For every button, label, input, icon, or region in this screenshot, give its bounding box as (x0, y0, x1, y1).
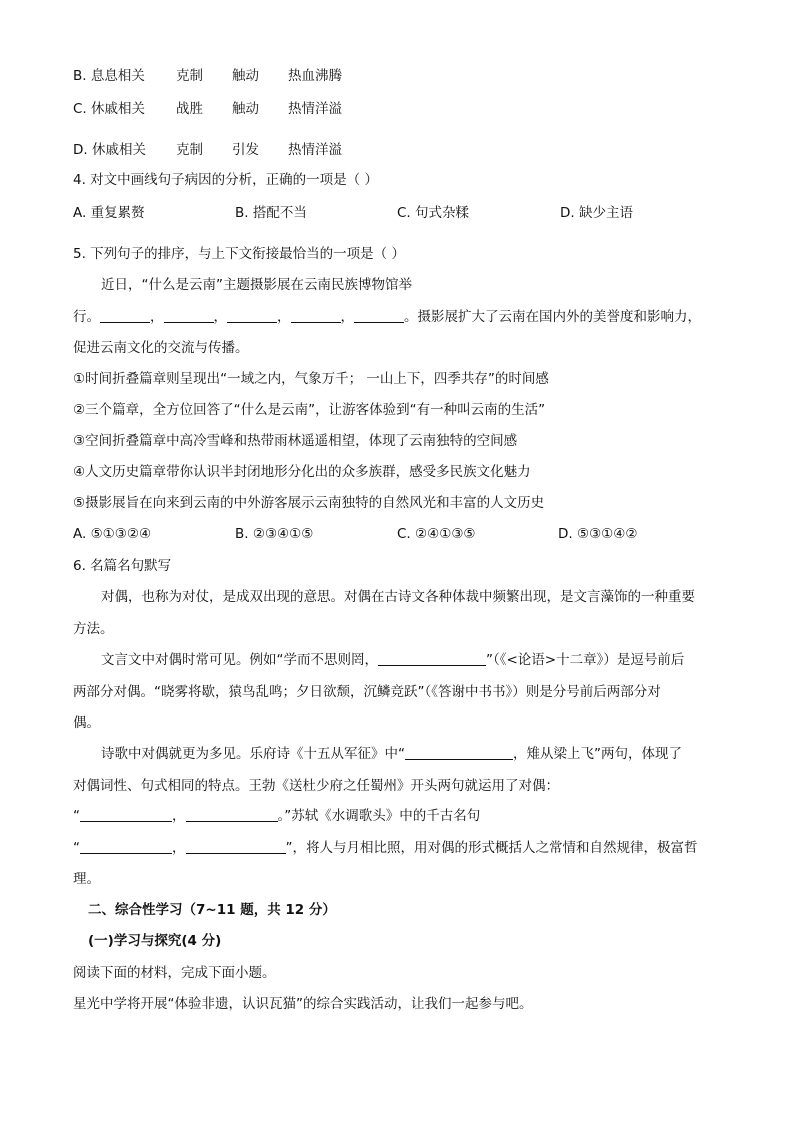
q4-stem: 4. 对文中画线句子病因的分析，正确的一项是（ ） (73, 172, 378, 188)
q5-passage-line3: 促进云南文化的交流与传播。 (73, 340, 249, 356)
q5-option-d: D. ⑤③①④② (558, 526, 638, 542)
q3-option-b-col1: B. 息息相关 (73, 68, 145, 84)
q5-blank-5[interactable] (354, 308, 404, 323)
q5-passage-line1: 近日，“什么是云南”主题摄影展在云南民族博物馆举 (101, 277, 412, 293)
q6-text: 诗歌中对偶就更为多见。乐府诗《十五从军征》中“ (101, 746, 405, 762)
q6-blank-6[interactable] (186, 839, 286, 854)
q6-text: 。”苏轼《水调歌头》中的千古名句 (277, 808, 481, 824)
q5-option-b: B. ②③④①⑤ (235, 526, 314, 542)
q6-text: “ (73, 840, 80, 856)
q3-option-c-col4: 热情洋溢 (288, 101, 342, 117)
q6-title: 6. 名篇名句默写 (73, 558, 172, 574)
q5-stem: 5. 下列句子的排序，与上下文衔接最恰当的一项是（ ） (73, 246, 405, 262)
q5-passage-line2 (73, 307, 701, 327)
q3-option-b-col2: 克制 (176, 68, 203, 84)
q6-p2-line3: 偶。 (73, 715, 100, 731)
section-intro-2: 星光中学将开展“体验非遗，认识瓦猫”的综合实践活动，让我们一起参与吧。 (73, 996, 533, 1012)
q5-separator: ， (213, 309, 227, 325)
q6-p2-line2: 两部分对偶。“晓雾将歇，猿鸟乱鸣；夕日欲颓，沉鳞竞跃”（《答谢中书书》）则是分号前后两部分对 (73, 684, 661, 700)
q3-option-b-col3: 触动 (232, 68, 259, 84)
q5-separator: ， (150, 309, 164, 325)
q6-text: ， (172, 840, 186, 856)
q5-separator: ， (277, 309, 291, 325)
section-intro-1: 阅读下面的材料，完成下面小题。 (73, 965, 276, 981)
q3-option-c-col1: C. 休戚相关 (73, 101, 146, 117)
q3-option-c-col3: 触动 (232, 101, 259, 117)
q6-text: ”（《<论语>十二章》）是逗号前后 (486, 652, 685, 668)
q5-item-3: ③空间折叠篇章中高冷雪峰和热带雨林遥遥相望，体现了云南独特的空间感 (73, 433, 518, 449)
q6-p1-line1: 对偶，也称为对仗，是成双出现的意思。对偶在古诗文各种体裁中频繁出现，是文言藻饰的一种重要 (101, 589, 695, 605)
q3-option-d-col1: D. 休戚相关 (73, 142, 146, 158)
q6-p3-line1 (101, 744, 682, 764)
q6-p3-line4 (73, 838, 698, 858)
q5-passage-text: 行。 (73, 309, 100, 325)
q6-blank-2[interactable] (405, 745, 513, 760)
q6-p3-line2: 对偶词性、句式相同的特点。王勃《送杜少府之任蜀州》开头两句就运用了对偶： (73, 778, 559, 794)
q3-option-b-col4: 热血沸腾 (288, 68, 342, 84)
q5-passage-text: 。摄影展扩大了云南在国内外的美誉度和影响力， (404, 309, 701, 325)
q3-option-d-col4: 热情洋溢 (288, 142, 342, 158)
q5-item-2: ②三个篇章，全方位回答了“什么是云南”，让游客体验到“有一种叫云南的生活” (73, 402, 546, 418)
q5-option-c: C. ②④①③⑤ (397, 526, 476, 542)
q6-p3-line3 (73, 806, 480, 826)
q5-item-1: ①时间折叠篇章则呈现出“一域之内，气象万千； 一山上下，四季共存”的时间感 (73, 371, 549, 387)
q5-blank-2[interactable] (164, 308, 214, 323)
q4-option-d: D. 缺少主语 (560, 205, 633, 221)
q5-blank-1[interactable] (100, 308, 150, 323)
q6-p3-line5: 理。 (73, 871, 100, 887)
q4-option-b: B. 搭配不当 (235, 205, 307, 221)
section-heading: 二、综合性学习（7~11 题，共 12 分） (88, 902, 336, 918)
q3-option-c-col2: 战胜 (176, 101, 203, 117)
q6-text: 文言文中对偶时常可见。例如“学而不思则罔， (101, 652, 378, 668)
q5-option-a: A. ⑤①③②④ (73, 526, 152, 542)
q5-item-4: ④人文历史篇章带你认识半封闭地形分化出的众多族群，感受多民族文化魅力 (73, 464, 531, 480)
q6-blank-5[interactable] (80, 839, 172, 854)
q5-blank-4[interactable] (291, 308, 341, 323)
q6-text: “ (73, 808, 80, 824)
q5-separator: ， (340, 309, 354, 325)
q6-text: ”，将人与月相比照，用对偶的形式概括人之常情和自然规律，极富哲 (285, 840, 698, 856)
q6-blank-3[interactable] (80, 807, 172, 822)
q5-item-5: ⑤摄影展旨在向来到云南的中外游客展示云南独特的自然风光和丰富的人文历史 (73, 495, 545, 511)
q6-blank-4[interactable] (186, 807, 278, 822)
q6-p2-line1 (101, 650, 684, 670)
q5-blank-3[interactable] (227, 308, 277, 323)
subsection-heading: (一)学习与探究(4 分) (88, 933, 222, 949)
q3-option-d-col3: 引发 (232, 142, 259, 158)
q3-option-d-col2: 克制 (176, 142, 203, 158)
q6-text: ，雉从梁上飞”两句，体现了 (513, 746, 682, 762)
q6-text: ， (172, 808, 186, 824)
q4-option-a: A. 重复累赘 (73, 205, 145, 221)
q6-blank-1[interactable] (378, 651, 486, 666)
q6-p1-line2: 方法。 (73, 621, 114, 637)
q4-option-c: C. 句式杂糅 (397, 205, 470, 221)
